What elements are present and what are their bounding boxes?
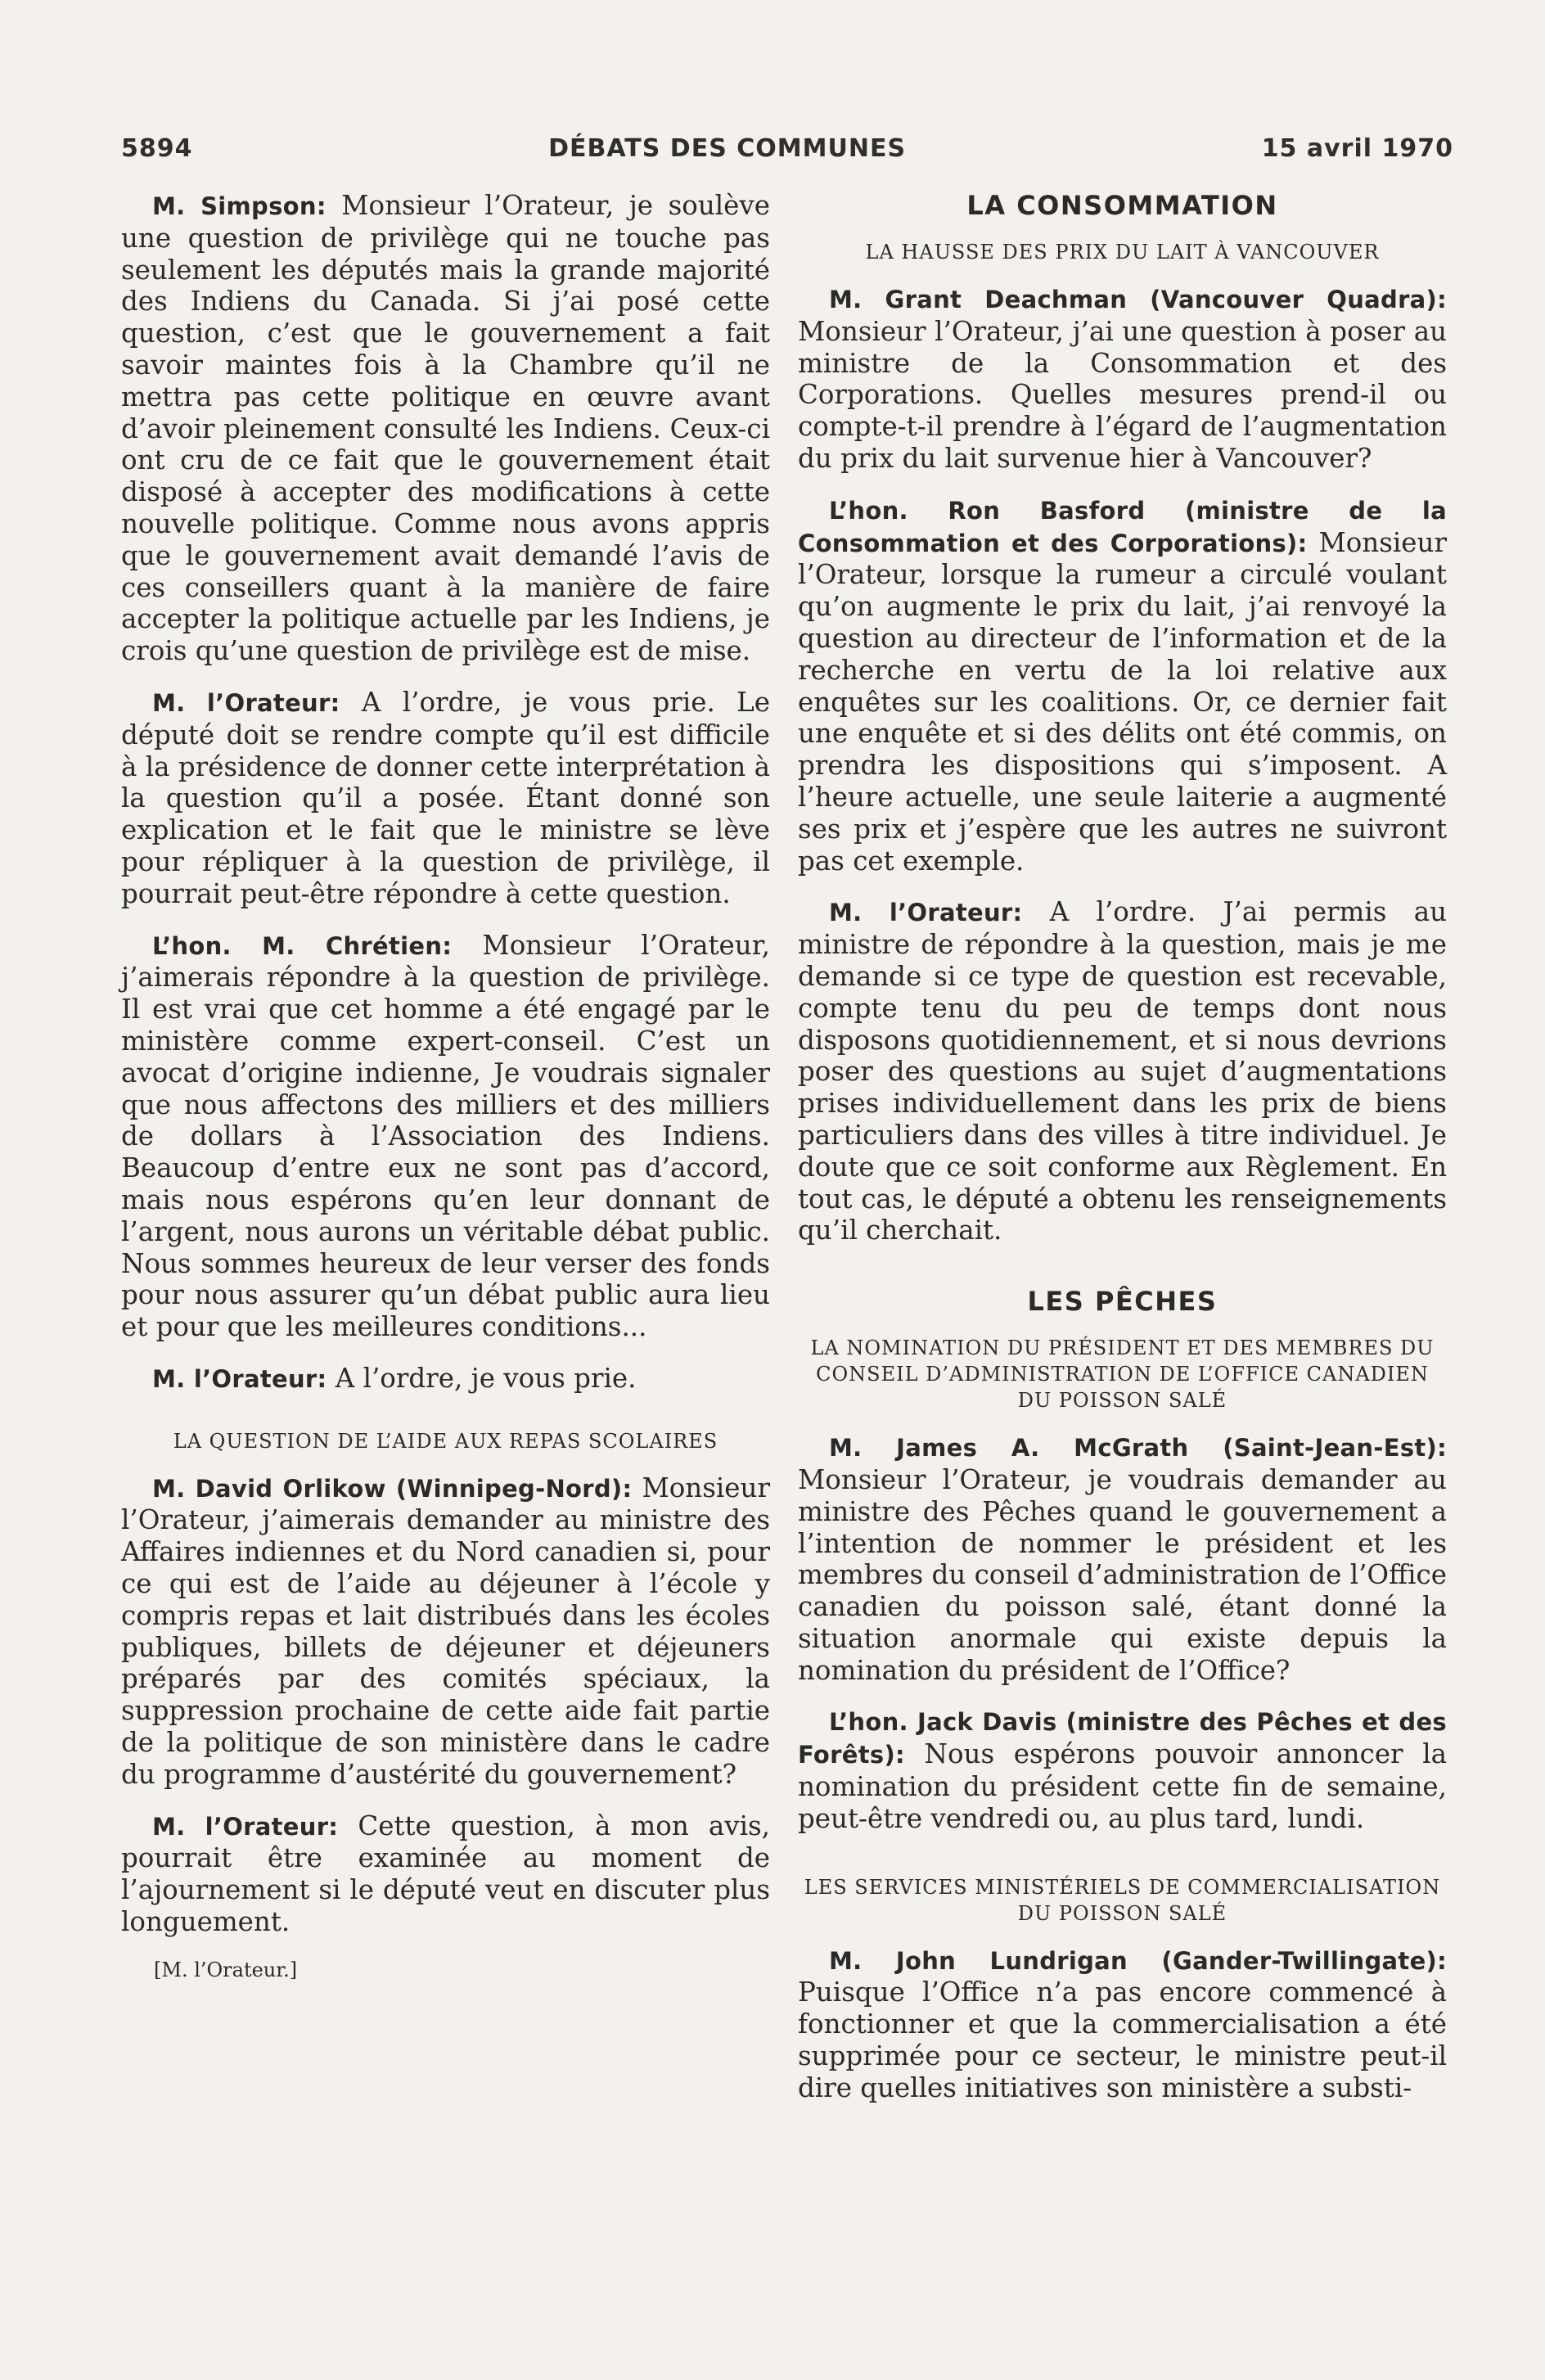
speaker-name: L’hon. M. Chrétien: (152, 931, 453, 960)
speaker-name: M. David Orlikow (Winnipeg-Nord): (152, 1474, 633, 1503)
paragraph (121, 687, 770, 910)
speaker-name: M. l’Orateur: (152, 1812, 339, 1841)
section-title-peches: LES PÊCHES (1027, 1286, 1218, 1318)
paragraph (798, 1431, 1447, 1686)
speaker-name: L’hon. Jack Davis (ministre des Pêches et des Forêts): (798, 1708, 1447, 1769)
speaker-name: M. Grant Deachman (Vancouver Quadra): (829, 286, 1447, 313)
paragraph-text: Monsieur l’Orateur, je soulève une question de privilège qui ne touche pas seulement les députés mais la grande majorité des Indiens du Canada. Si j’ai posé cette question, c’est que le gouvernement a fait savoir maintes fois à la Chambre qu’il ne mettra pas cette politique en œuvre avant d’avoir pleinement consulté les Indiens. Ceux-ci ont cru de ce fait que le gouvernement était disposé à accepter des modifications à cette nouvelle politique. Comme nous avons appris que le gouvernement avait demandé l’avis de ces conseillers quant à la manière de faire accepter la politique actuelle par les Indiens, je crois qu’une question de privilège est de mise. (121, 190, 770, 667)
page-number: 5894 (121, 133, 193, 163)
subheading-school-meals: LA QUESTION DE L’AIDE AUX REPAS SCOLAIRES (173, 1429, 718, 1453)
subheading-milk-prices: LA HAUSSE DES PRIX DU LAIT À VANCOUVER (865, 241, 1380, 264)
speaker-name: M. l’Orateur: (152, 688, 340, 717)
paragraph (121, 190, 770, 667)
paragraph (798, 283, 1447, 475)
section-title-consommation: LA CONSOMMATION (966, 190, 1278, 221)
subheading-salt-fish-board: LA NOMINATION DU PRÉSIDENT ET DES MEMBRES DU CONSEIL D’ADMINISTRATION DE L’OFFICE CANADIEN DU POISSON SALÉ (810, 1336, 1435, 1413)
spacer (798, 1855, 1447, 1874)
paragraph-text: Monsieur l’Orateur, j’ai une question à poser au ministre de la Consommation et des Corporations. Quelles mesures prend-il ou compte-t-il prendre à l’égard de l’augmentation du prix du lait survenue hier à Vancouver? (798, 315, 1447, 474)
paragraph-text: A l’ordre, je vous prie. (327, 1362, 637, 1394)
paragraph-text: Monsieur l’Orateur, je voudrais demander au ministre des Pêches quand le gouvernement a l’intention de nommer le président et les membres du conseil d’administration de l’Office canadien du poisson salé, étant donné la situation anormale qui existe depuis la nomination du président de l’Office? (798, 1463, 1447, 1686)
paragraph (798, 494, 1447, 877)
spacer (121, 1415, 770, 1428)
paragraph-text: A l’ordre, je vous prie. Le député doit se rendre compte qu’il est difficile à la présidence de donner cette interprétation à la question qu’il a posée. Étant donné son explication et le fait que le ministre se lève pour répliquer à la question de privilège, il pourrait peut-être répondre à cette question. (121, 686, 770, 909)
paragraph-text: Cette question, à mon avis, pourrait être examinée au moment de l’ajournement si le député veut en discuter plus longuement. (121, 1810, 770, 1938)
page-header (121, 128, 1453, 169)
paragraph (121, 930, 770, 1343)
paragraph-text: A l’ordre. J’ai permis au ministre de répondre à la question, mais je me demande si ce type de question est recevable, compte tenu du peu de temps dont nous disposons quotidiennement, et si nous devrions poser des questions au sujet d’augmentations prises individuellement dans les prix de biens particuliers dans des villes à titre individuel. Je doute que ce soit conforme aux Règlement. En tout cas, le député a obtenu les renseignements qu’il cherchait. (798, 896, 1447, 1246)
speaker-name: L’hon. Ron Basford (ministre de la Consommation et des Corporations): (798, 496, 1447, 557)
speaker-name: M. John Lundrigan (Gander-Twillingate): (829, 1946, 1447, 1975)
speaker-name: M. Simpson: (152, 192, 327, 220)
paragraph (798, 1945, 1447, 2104)
footnote: [M. l’Orateur.] (154, 1958, 298, 1981)
speaker-name: M. l’Orateur: (829, 899, 1023, 927)
paragraph (798, 1706, 1447, 1834)
paragraph (121, 1810, 770, 1938)
paragraph (121, 1363, 770, 1395)
left-column (121, 190, 770, 1982)
paragraph-text: Monsieur l’Orateur, lorsque la rumeur a circulé voulant qu’on augmente le prix du lait, j’ai renvoyé la question au directeur de l’information et de la recherche en vertu de la loi relative aux enquêtes sur les coalitions. Or, ce dernier fait une enquête et si des délits ont été commis, on prendra les dispositions qui s’imposent. A l’heure actuelle, une seule laiterie a augmenté ses prix et j’espère que les autres ne suivront pas cet exemple. (798, 526, 1447, 877)
speaker-name: M. l’Orateur: (152, 1364, 327, 1393)
page-date: 15 avril 1970 (1261, 133, 1453, 163)
subheading-marketing-services: LES SERVICES MINISTÉRIELS DE COMMERCIALISATION DU POISSON SALÉ (804, 1875, 1441, 1925)
paragraph-text: Puisque l’Office n’a pas encore commencé à fonctionner et que la commercialisation a été supprimée pour ce secteur, le ministre peut-il dire quelles initiatives son ministère a substi- (798, 1977, 1447, 2103)
paragraph (798, 896, 1447, 1246)
paragraph-text: Nous espérons pouvoir annoncer la nomination du président cette fin de semaine, peut-être vendredi ou, au plus tard, lundi. (798, 1738, 1447, 1834)
spacer (798, 1266, 1447, 1286)
paragraph (121, 1472, 770, 1791)
paragraph-text: Monsieur l’Orateur, j’aimerais répondre à la question de privilège. Il est vrai que cet homme a été engagé par le ministère comme expert-conseil. C’est un avocat d’origine indienne, Je voudrais signaler que nous affectons des milliers et des milliers de dollars à l’Association des Indiens. Beaucoup d’entre eux ne sont pas d’accord, mais nous espérons qu’en leur donnant de l’argent, nous aurons un véritable débat public. Nous sommes heureux de leur verser des fonds pour nous assurer qu’un débat public aura lieu et pour que les meilleures conditions... (121, 929, 771, 1343)
right-column (798, 190, 1447, 2124)
publication-title: DÉBATS DES COMMUNES (548, 133, 907, 163)
paragraph-text: Monsieur l’Orateur, j’aimerais demander au ministre des Affaires indiennes et du Nord canadien si, pour ce qui est de l’aide au déjeuner à l’école y compris repas et lait distribués dans les écoles publiques, billets de déjeuner et déjeuners préparés par des comités spéciaux, la suppression prochaine de cette aide fait partie de la politique de son ministère dans le cadre du programme d’austérité du gouvernement? (121, 1472, 770, 1790)
speaker-name: M. James A. McGrath (Saint-Jean-Est): (829, 1434, 1447, 1463)
